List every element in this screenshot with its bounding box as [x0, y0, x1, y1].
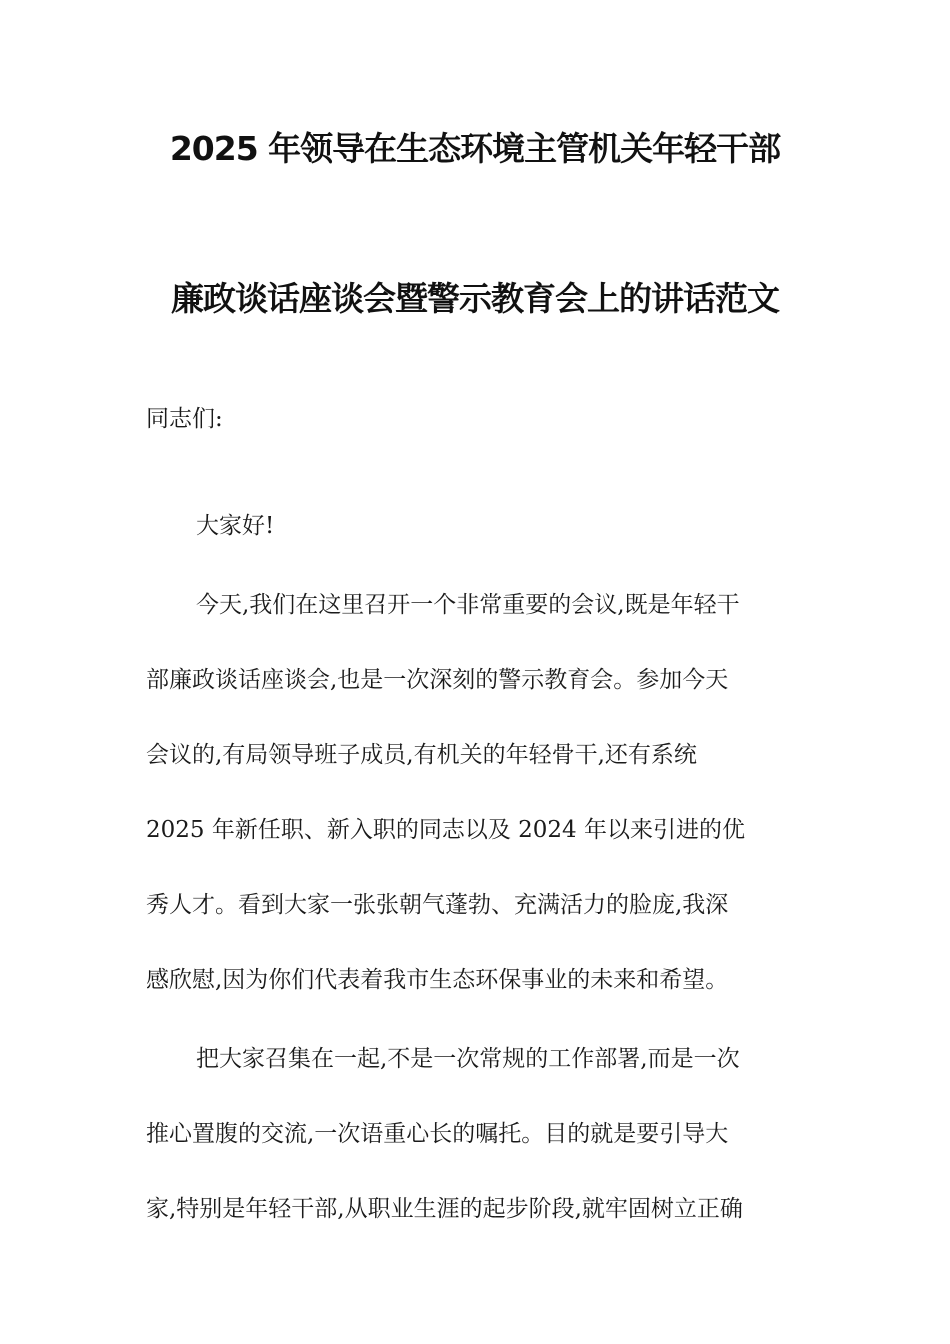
paragraph-1-line-6: 感欣慰,因为你们代表着我市生态环保事业的未来和希望。: [146, 967, 729, 993]
paragraph-2-line-2: 推心置腹的交流,一次语重心长的嘱托。目的就是要引导大: [146, 1121, 729, 1147]
paragraph-1-line-1: 今天,我们在这里召开一个非常重要的会议,既是年轻干: [196, 592, 740, 618]
greeting: 大家好!: [196, 513, 275, 539]
paragraph-2-line-1: 把大家召集在一起,不是一次常规的工作部署,而是一次: [196, 1046, 740, 1072]
paragraph-1-line-5: 秀人才。看到大家一张张朝气蓬勃、充满活力的脸庞,我深: [146, 892, 729, 918]
document-title-line-2: 廉政谈话座谈会暨警示教育会上的讲话范文: [171, 279, 779, 318]
paragraph-1-line-3: 会议的,有局领导班子成员,有机关的年轻骨干,还有系统: [146, 742, 697, 768]
paragraph-1-line-2: 部廉政谈话座谈会,也是一次深刻的警示教育会。参加今天: [146, 667, 729, 693]
salutation: 同志们:: [146, 406, 223, 432]
document-title-line-1: 2025 年领导在生态环境主管机关年轻干部: [169, 129, 781, 168]
paragraph-2-line-3: 家,特别是年轻干部,从职业生涯的起步阶段,就牢固树立正确: [146, 1196, 743, 1222]
paragraph-1-line-4: 2025 年新任职、新入职的同志以及 2024 年以来引进的优: [146, 817, 745, 843]
